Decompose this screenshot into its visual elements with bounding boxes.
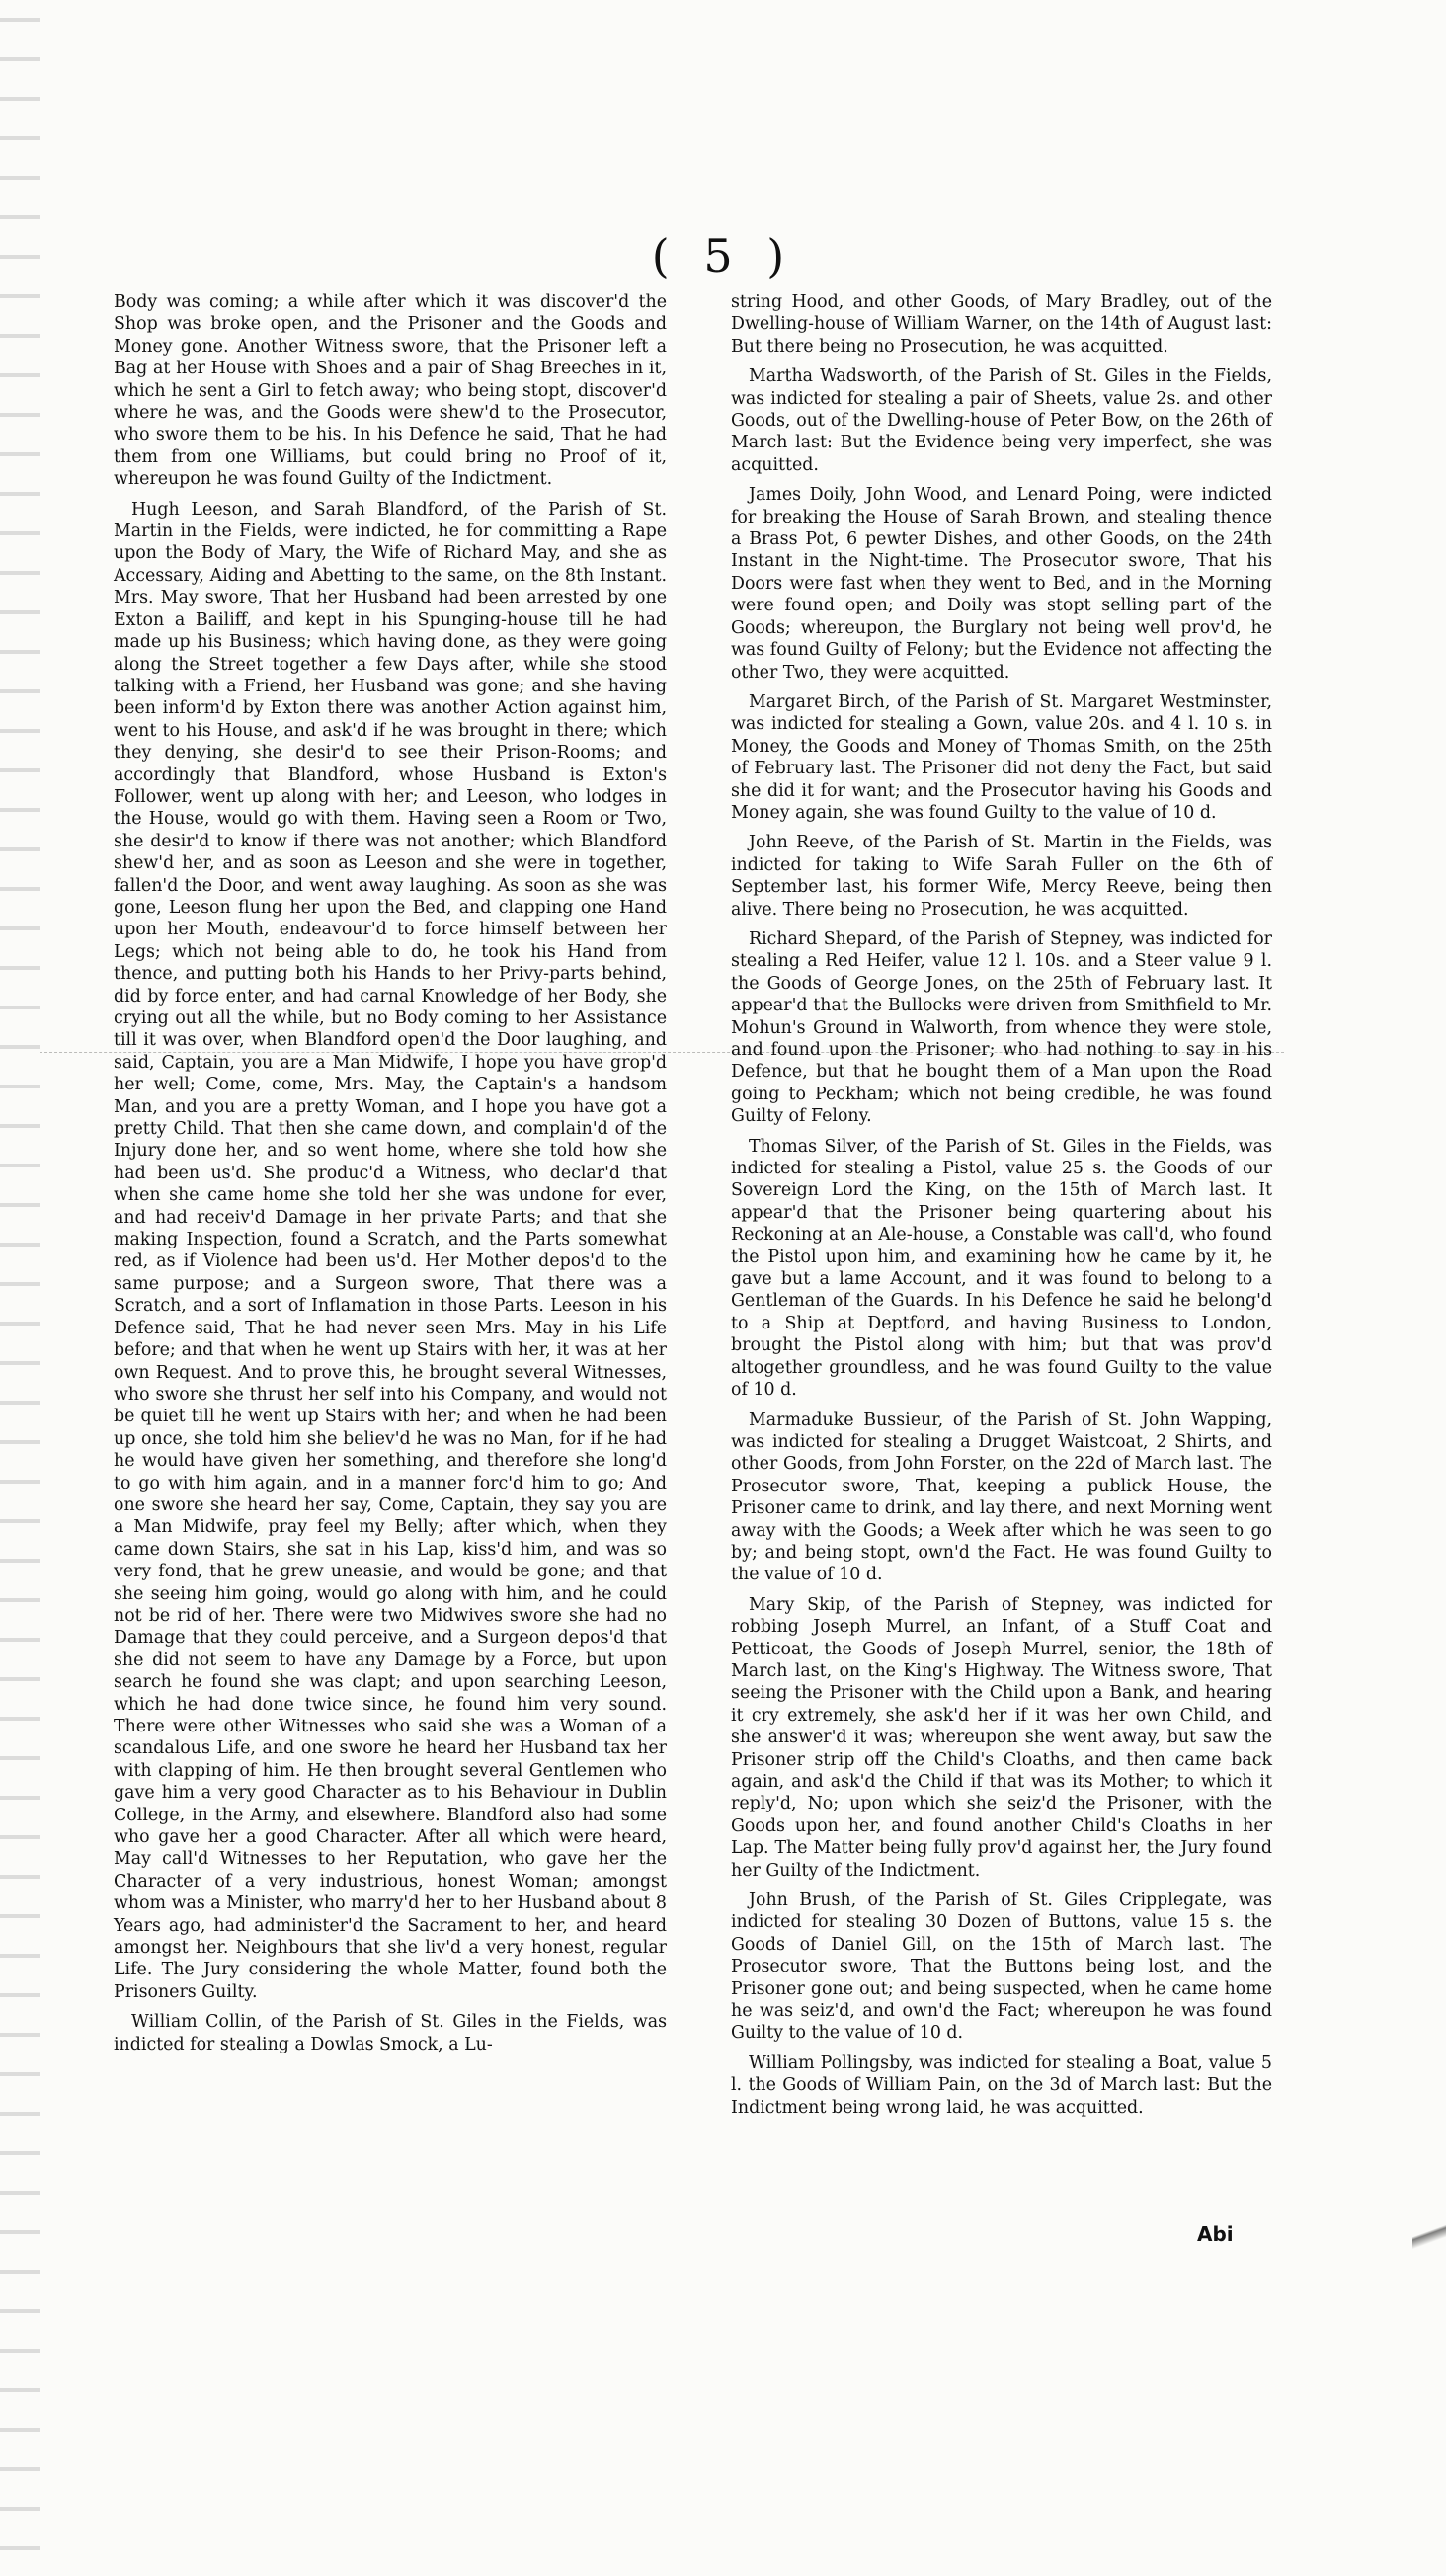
paragraph: John Brush, of the Parish of St. Giles Cripplegate, was indicted for stealing 30 Dozen of Buttons, value 15 s. the Goods of Daniel Gill, on the 15th of March last. The Prosecutor swore, That the Buttons being lost, and the Prisoner gone out; and being suspected, when he came home he was seiz'd, and own'd the Fact; whereupon he was found Guilty to the value of 10 d. (731, 1891, 1272, 2044)
paragraph: Mary Skip, of the Parish of Stepney, was indicted for robbing Joseph Murrel, an Infant, of a Stuff Coat and Petticoat, the Goods of Joseph Murrel, senior, the 18th of March last, on the King's Highway. The Witness swore, That seeing the Prisoner with the Child upon a Bank, and hearing it cry extremely, she ask'd her if it was her own Child, and she answer'd it was; whereupon she went away, but saw the Prisoner strip off the Child's Cloaths, and then came back again, and ask'd the Child if that was its Mother; to which it reply'd, No; upon which she seiz'd the Prisoner, with the Goods upon her, and found another Child's Cloaths in her Lap. The Matter being fully prov'd against her, the Jury found her Guilty of the Indictment. (731, 1594, 1272, 1881)
paragraph: John Reeve, of the Parish of St. Martin in the Fields, was indicted for taking to Wife Sarah Fuller on the 6th of September last, his former Wife, Mercy Reeve, being then alive. There being no Prosecution, he was acquitted. (731, 833, 1272, 920)
paragraph: William Collin, of the Parish of St. Giles in the Fields, was indicted for stealing a Dowlas Smock, a Lu- (114, 2012, 667, 2054)
paragraph: Martha Wadsworth, of the Parish of St. Giles in the Fields, was indicted for stealing a pair of Sheets, value 2s. and other Goods, out of the Dwelling-house of Peter Bow, on the 26th of March last: But the Evidence being very imperfect, she was acquitted. (731, 366, 1272, 475)
paragraph: James Doily, John Wood, and Lenard Poing, were indicted for breaking the House of Sarah Brown, and stealing thence a Brass Pot, 6 pewter Dishes, and other Goods, on the 24th Instant in the Night-time. The Prosecutor swore, That his Doors were fast when they went to Bed, and in the Morning were found open; and Doily was stopt selling part of the Goods; whereupon, the Burglary not being well prov'd, he was found Guilty of Felony; but the Evidence not affecting the other Two, they were acquitted. (731, 485, 1272, 683)
binding-shadow (0, 0, 40, 2576)
paragraph: William Pollingsby, was indicted for stealing a Boat, value 5 l. the Goods of William Pain, on the 3d of March last: But the Indictment being wrong laid, he was acquitted. (731, 2053, 1272, 2118)
left-column (114, 291, 667, 2063)
paragraph: Body was coming; a while after which it was discover'd the Shop was broke open, and the Prisoner and the Goods and Money gone. Another Witness swore, that the Prisoner left a Bag at her House with Shoes and a pair of Shag Breeches in it, which he sent a Girl to fetch away; who being stopt, discover'd where he was, and the Goods were shew'd to the Prosecutor, who swore them to be his. In his Defence he said, That he had them from one Williams, but could bring no Proof of it, whereupon he was found Guilty of the Indictment. (114, 292, 667, 490)
paragraph: Marmaduke Bussieur, of the Parish of St. John Wapping, was indicted for stealing a Drugget Waistcoat, 2 Shirts, and other Goods, from John Forster, on the 22d of March last. The Prosecutor swore, That, keeping a publick House, the Prisoner came to drink, and lay there, and next Morning went away with the Goods; a Week after which he was seen to go by; and being stopt, own'd the Fact. He was found Guilty to the value of 10 d. (731, 1409, 1272, 1585)
right-column (731, 291, 1272, 2127)
catchword: Abi (1197, 2222, 1234, 2246)
paragraph: Margaret Birch, of the Parish of St. Margaret Westminster, was indicted for stealing a Gown, value 20s. and 4 l. 10 s. in Money, the Goods and Money of Thomas Smith, on the 25th of February last. The Prisoner did not deny the Fact, but said she did it for want; and the Prosecutor having his Goods and Money again, she was found Guilty to the value of 10 d. (731, 691, 1272, 823)
fold-line (40, 1052, 1284, 1053)
paragraph: Hugh Leeson, and Sarah Blandford, of the Parish of St. Martin in the Fields, were indicted, he for committing a Rape upon the Body of Mary, the Wife of Richard May, and she as Accessary, Aiding and Abetting to the same, on the 8th Instant. Mrs. May swore, That her Husband had been arrested by one Exton a Bailiff, and kept in his Spunging-house till he had made up his Business; which having done, as they were going along the Street together a few Days after, while she stood talking with a Friend, her Husband was gone; and she having been inform'd by Exton there was another Action against him, went to his House, and ask'd if he was brought in there; which they denying, she desir'd to see their Prison-Rooms; and accordingly that Blandford, whose Husband is Exton's Follower, went up along with her; and Leeson, who lodges in the House, would go with them. Having seen a Room or Two, she desir'd to know if there was not another; which Blandford shew'd her, and as soon as Leeson and she were in together, fallen'd the Door, and went away laughing. As soon as she was gone, Leeson flung her upon the Bed, and clapping one Hand upon her Mouth, endeavour'd to force himself between her Legs; which not being able to do, he took his Hand from thence, and putting both his Hands to her Privy-parts behind, did by force enter, and had carnal Knowledge of her Body, she crying out all the while, but no Body coming to her Assistance till it was over, when Blandford open'd the Door laughing, and said, Captain, you are a Man Midwife, I hope you have grop'd her well; Come, come, Mrs. May, the Captain's a handsom Man, and you are a pretty Woman, and I hope you have got a pretty Child. That then she came down, and complain'd of the Injury done her, and so went home, where she told how she had been us'd. She produc'd a Witness, who declar'd that when she came home she told her she was undone for ever, and had receiv'd Damage in her private Parts; and that she making Inspection, found a Scratch, and the Parts somewhat red, as if Violence had been us'd. Her Mother depos'd to the same purpose; and a Surgeon swore, That there was a Scratch, and a sort of Inflamation in those Parts. Leeson in his Defence said, That he had never seen Mrs. May in his Life before; and that when he went up Stairs with her, it was at her own Request. And to prove this, he brought several Witnesses, who swore she thrust her self into his Company, and would not be quiet till he went up Stairs with her; and when he had been up once, she told him she believ'd he was no Man, for if he had he would have given her something, and therefore she long'd to go with him again, and in a manner forc'd him to go; And one swore she heard her say, Come, Captain, they say you are a Man Midwife, pray feel my Belly; after which, when they came down Stairs, she sat in his Lap, kiss'd him, and was so very fond, that he grew uneasie, and would be gone; and that she seeing him going, would go along with him, and he could not be rid of her. There were two Midwives swore she had no Damage that they could perceive, and a Surgeon depos'd that she did not seem to have any Damage by a Force, but upon search he found she was clapt; and upon searching Leeson, which he had done twice since, he found him very sound. There were other Witnesses who said she was a Woman of a scandalous Life, and one swore he heard her Husband tax her with clapping of him. He then brought several Gentlemen who gave him a very good Character as to his Behaviour in Dublin College, in the Army, and elsewhere. Blandford also had some who gave her a good Character. After all which were heard, May call'd Witnesses to her Reputation, who gave her the Character of a very industrious, honest Woman; amongst whom was a Minister, who marry'd her to her Husband about 8 Years ago, had administer'd the Sacrament to her, and heard amongst her. Neighbours that she liv'd a very honest, regular Life. The Jury considering the whole Matter, found both the Prisoners Guilty. (114, 499, 667, 2002)
page-edge-mark (1412, 2114, 1446, 2410)
paragraph: Richard Shepard, of the Parish of Stepney, was indicted for stealing a Red Heifer, value 12 l. 10s. and a Steer value 9 l. the Goods of George Jones, on the 25th of February last. It appear'd that the Bullocks were driven from Smithfield to Mr. Mohun's Ground in Walworth, from whence they were stole, and found upon the Prisoner; who had nothing to say in his Defence, but that he bought them of a Man upon the Road going to Peckham; which not being credible, he was found Guilty of Felony. (731, 928, 1272, 1127)
paragraph: string Hood, and other Goods, of Mary Bradley, out of the Dwelling-house of William Warner, on the 14th of August last: But there being no Prosecution, he was acquitted. (731, 292, 1272, 357)
page-number: ( 5 ) (651, 229, 795, 282)
paragraph: Thomas Silver, of the Parish of St. Giles in the Fields, was indicted for stealing a Pistol, value 25 s. the Goods of our Sovereign Lord the King, on the 15th of March last. It appear'd that the Prisoner being quartering about his Reckoning at an Ale-house, a Constable was call'd, who found the Pistol upon him, and examining how he came by it, he gave but a lame Account, and it was found to belong to a Gentleman of the Guards. In his Defence he said he belong'd to a Ship at Deptford, and having Business to London, brought the Pistol along with him; but that was prov'd altogether groundless, and he was found Guilty to the value of 10 d. (731, 1136, 1272, 1401)
